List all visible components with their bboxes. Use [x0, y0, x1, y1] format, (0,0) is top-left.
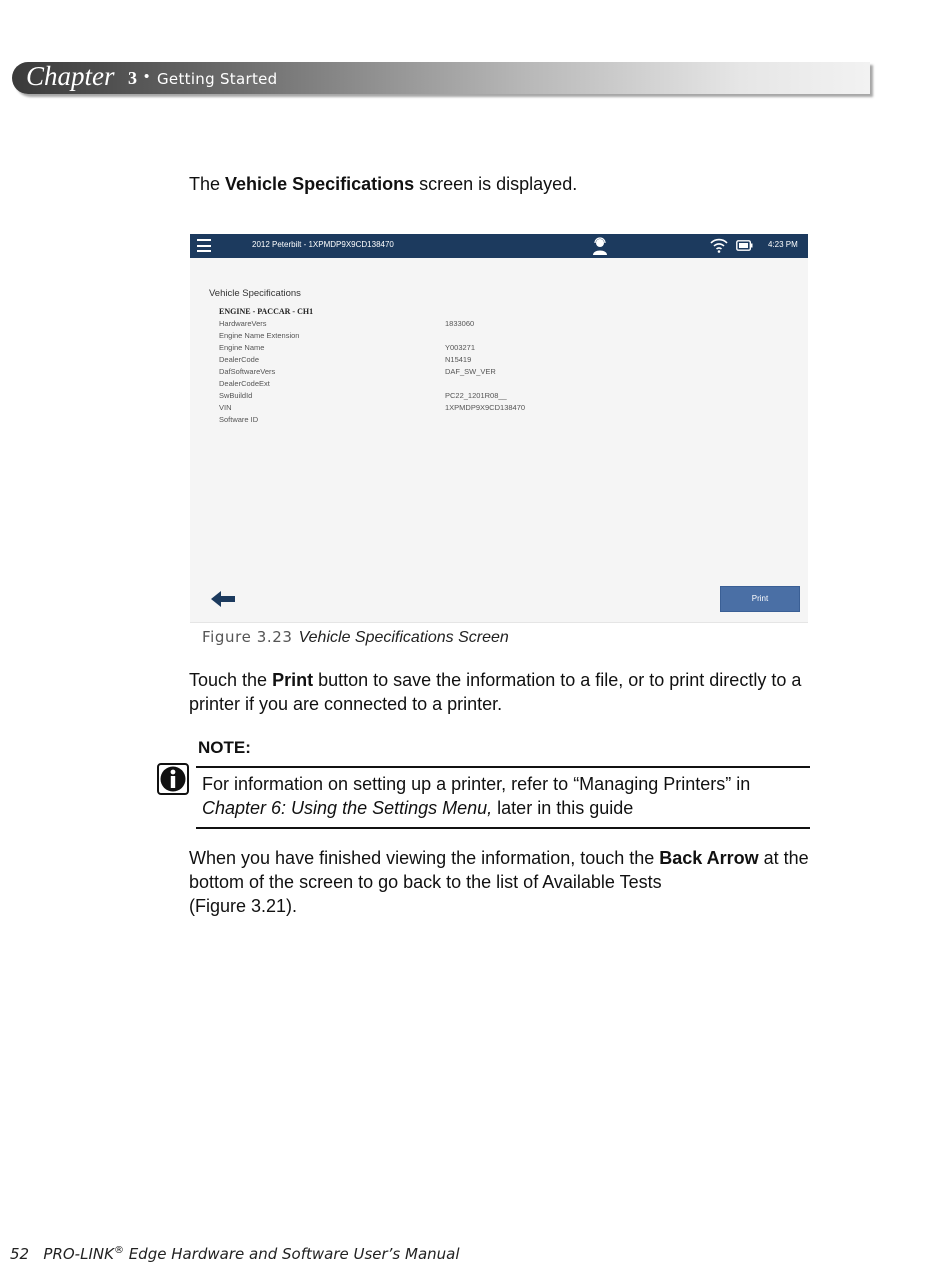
spec-row — [219, 319, 779, 331]
spec-key: SwBuildId — [219, 391, 253, 400]
print-text: Touch the — [189, 670, 273, 690]
screen-vehicle-title: 2012 Peterbilt - 1XPMDP9X9CD138470 — [252, 240, 394, 249]
chapter-number: 3 — [128, 68, 137, 88]
note-line1: For information on setting up a printer, refer to “Managing Printers” in — [202, 774, 751, 794]
technician-icon[interactable] — [592, 237, 608, 255]
spec-value: Y003271 — [445, 343, 476, 352]
print-text-end: button to save the information to a file, or to print directly to a printer if you are connected to a printer. — [189, 670, 802, 714]
print-button[interactable]: Print — [720, 586, 800, 612]
spec-key: Software ID — [219, 415, 259, 424]
spec-value: PC22_1201R08__ — [445, 391, 507, 400]
intro-text: The — [189, 174, 226, 194]
spec-row — [219, 355, 779, 367]
figure-caption — [202, 628, 509, 647]
intro-paragraph — [189, 172, 814, 196]
back-figure-ref: (Figure 3.21). — [189, 896, 298, 916]
spec-value: DAF_SW_VER — [445, 367, 496, 376]
note-top-rule — [196, 766, 810, 768]
figure-title: Vehicle Specifications Screen — [298, 629, 509, 646]
note-text — [202, 772, 802, 820]
menu-icon[interactable] — [197, 239, 211, 252]
figure-label: Figure 3.23 — [202, 628, 293, 646]
footer-registered: ® — [113, 1245, 124, 1256]
back-text: When you have finished viewing the information, touch the — [189, 848, 660, 868]
vehicle-specifications-screenshot — [190, 234, 808, 623]
spec-value: 1833060 — [445, 319, 475, 328]
chapter-word: Chapter — [26, 61, 115, 91]
back-paragraph — [189, 846, 814, 918]
spec-key: DealerCodeExt — [219, 379, 270, 388]
spec-value: 1XPMDP9X9CD138470 — [445, 403, 526, 412]
intro-text-end: screen is displayed. — [414, 174, 578, 194]
page-number: 52 — [10, 1245, 30, 1263]
note-chapter-reference: Chapter 6: Using the Settings Menu, — [202, 798, 493, 818]
footer-title: Edge Hardware and Software User’s Manual — [123, 1245, 460, 1263]
spec-row — [219, 367, 779, 379]
battery-icon — [736, 240, 753, 251]
spec-key: VIN — [219, 403, 232, 412]
screen-section-title: Vehicle Specifications — [209, 288, 301, 299]
spec-row — [219, 331, 779, 343]
back-arrow-icon[interactable] — [210, 590, 236, 608]
spec-key: DafSoftwareVers — [219, 367, 276, 376]
chapter-separator: • — [144, 68, 150, 85]
spec-key: DealerCode — [219, 355, 260, 364]
wifi-icon — [710, 238, 728, 253]
note-label: NOTE: — [198, 738, 251, 757]
print-bold: Print — [272, 670, 314, 690]
back-text-end: at the bottom of the screen to go back to the list of Available Tests — [189, 848, 809, 892]
spec-row — [219, 391, 779, 403]
chapter-title: Getting Started — [157, 70, 278, 88]
spec-key: Engine Name — [219, 343, 265, 352]
intro-bold: Vehicle Specifications — [225, 174, 415, 194]
spec-row — [219, 415, 779, 427]
screen-header-bar — [190, 234, 808, 258]
chapter-banner — [12, 62, 870, 94]
page-footer — [10, 1245, 460, 1263]
print-paragraph — [189, 668, 814, 716]
note-line2-rest: later in this guide — [492, 798, 634, 818]
info-icon — [157, 763, 189, 795]
spec-key: Engine Name Extension — [219, 331, 300, 340]
footer-product: PRO-LINK — [43, 1245, 114, 1263]
back-bold: Back Arrow — [659, 848, 759, 868]
spec-key: HardwareVers — [219, 319, 267, 328]
spec-value: N15419 — [445, 355, 472, 364]
screen-time: 4:23 PM — [768, 240, 798, 249]
spec-row — [219, 379, 779, 391]
screen-subsection: ENGINE - PACCAR - CH1 — [219, 307, 314, 316]
note-bottom-rule — [196, 827, 810, 829]
spec-row — [219, 343, 779, 355]
spec-row — [219, 403, 779, 415]
